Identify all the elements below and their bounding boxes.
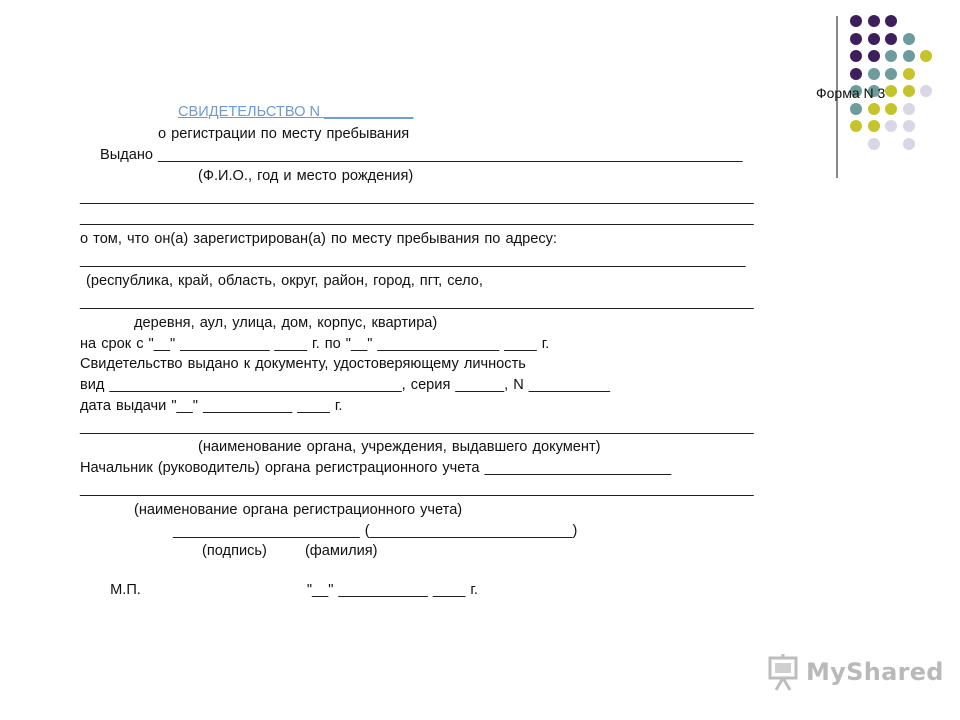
form-number-label: Форма N 3 [816, 85, 886, 101]
presentation-icon [766, 654, 802, 692]
address-caption-2: деревня, аул, улица, дом, корпус, квартира) [134, 315, 438, 331]
blank-line-4: ___________________________________________________________________________________ [80, 294, 754, 310]
blank-line-2: ___________________________________________________________________________________ [80, 210, 754, 226]
decorative-dot [868, 68, 880, 80]
blank-line-6: ___________________________________________________________________________________ [80, 481, 754, 497]
decorative-dot [903, 68, 915, 80]
myshared-watermark [766, 654, 944, 694]
issue-date-line: дата выдачи "__" ___________ ____ г. [80, 398, 343, 414]
decorative-dot [850, 120, 862, 132]
address-caption-1: (республика, край, область, округ, район, город, пгт, село, [86, 273, 483, 289]
decorative-dot [920, 85, 932, 97]
decorative-dot [885, 103, 897, 115]
decorative-dot [885, 85, 897, 97]
decorative-dot [903, 120, 915, 132]
term-line: на срок с "__" ___________ ____ г. по "__" _______________ ____ г. [80, 336, 550, 352]
decorative-dot [868, 138, 880, 150]
decorative-dot [868, 33, 880, 45]
signature-line: _______________________ (_________________________) [173, 523, 578, 539]
decorative-dot [885, 120, 897, 132]
subtitle-line: о регистрации по месту пребывания [158, 126, 410, 142]
blank-line-5: ___________________________________________________________________________________ [80, 419, 754, 435]
office-caption: (наименование органа регистрационного учета) [134, 502, 463, 518]
certificate-title: СВИДЕТЕЛЬСТВО N ___________ [178, 104, 414, 120]
stamp-date-text [110, 582, 478, 598]
document-type-line: вид ____________________________________, серия ______, N __________ [80, 377, 610, 393]
issuer-caption: (наименование органа, учреждения, выдавшего документ) [198, 439, 601, 455]
decorative-dot [903, 85, 915, 97]
stamp-date-line [100, 563, 478, 599]
blank-line-3: __________________________________________________________________________________ [80, 252, 746, 268]
watermark-text: MyShared [806, 658, 944, 686]
blank-line-1: ___________________________________________________________________________________ [80, 189, 754, 205]
fio-caption: (Ф.И.О., год и место рождения) [198, 168, 414, 184]
decorative-dot [885, 68, 897, 80]
decorative-dot [920, 50, 932, 62]
decorative-dot [885, 33, 897, 45]
document-line: Свидетельство выдано к документу, удостоверяющему личность [80, 356, 526, 372]
decorative-dot [850, 33, 862, 45]
decorative-dot [868, 120, 880, 132]
decorative-dot [850, 68, 862, 80]
decorative-dot [903, 33, 915, 45]
decorative-dot [903, 103, 915, 115]
decorative-dot [868, 15, 880, 27]
decorative-dot [885, 50, 897, 62]
stamp-date: "__" ___________ ____ г. [306, 582, 478, 598]
signature-caption: (подпись) (фамилия) [202, 543, 378, 559]
decorative-dot [850, 50, 862, 62]
decorative-dot [868, 50, 880, 62]
stamp-label: М.П. [110, 582, 141, 598]
decorative-dot [850, 103, 862, 115]
head-of-office-line: Начальник (руководитель) органа регистрационного учета _______________________ [80, 460, 672, 476]
decorative-dot [850, 15, 862, 27]
decorative-dot [885, 15, 897, 27]
decorative-dot [903, 138, 915, 150]
decorative-dot [903, 50, 915, 62]
issued-to-line: Выдано ________________________________________________________________________ [100, 147, 743, 163]
decorative-dot [868, 103, 880, 115]
registered-address-line: о том, что он(а) зарегистрирован(а) по месту пребывания по адресу: [80, 231, 557, 247]
